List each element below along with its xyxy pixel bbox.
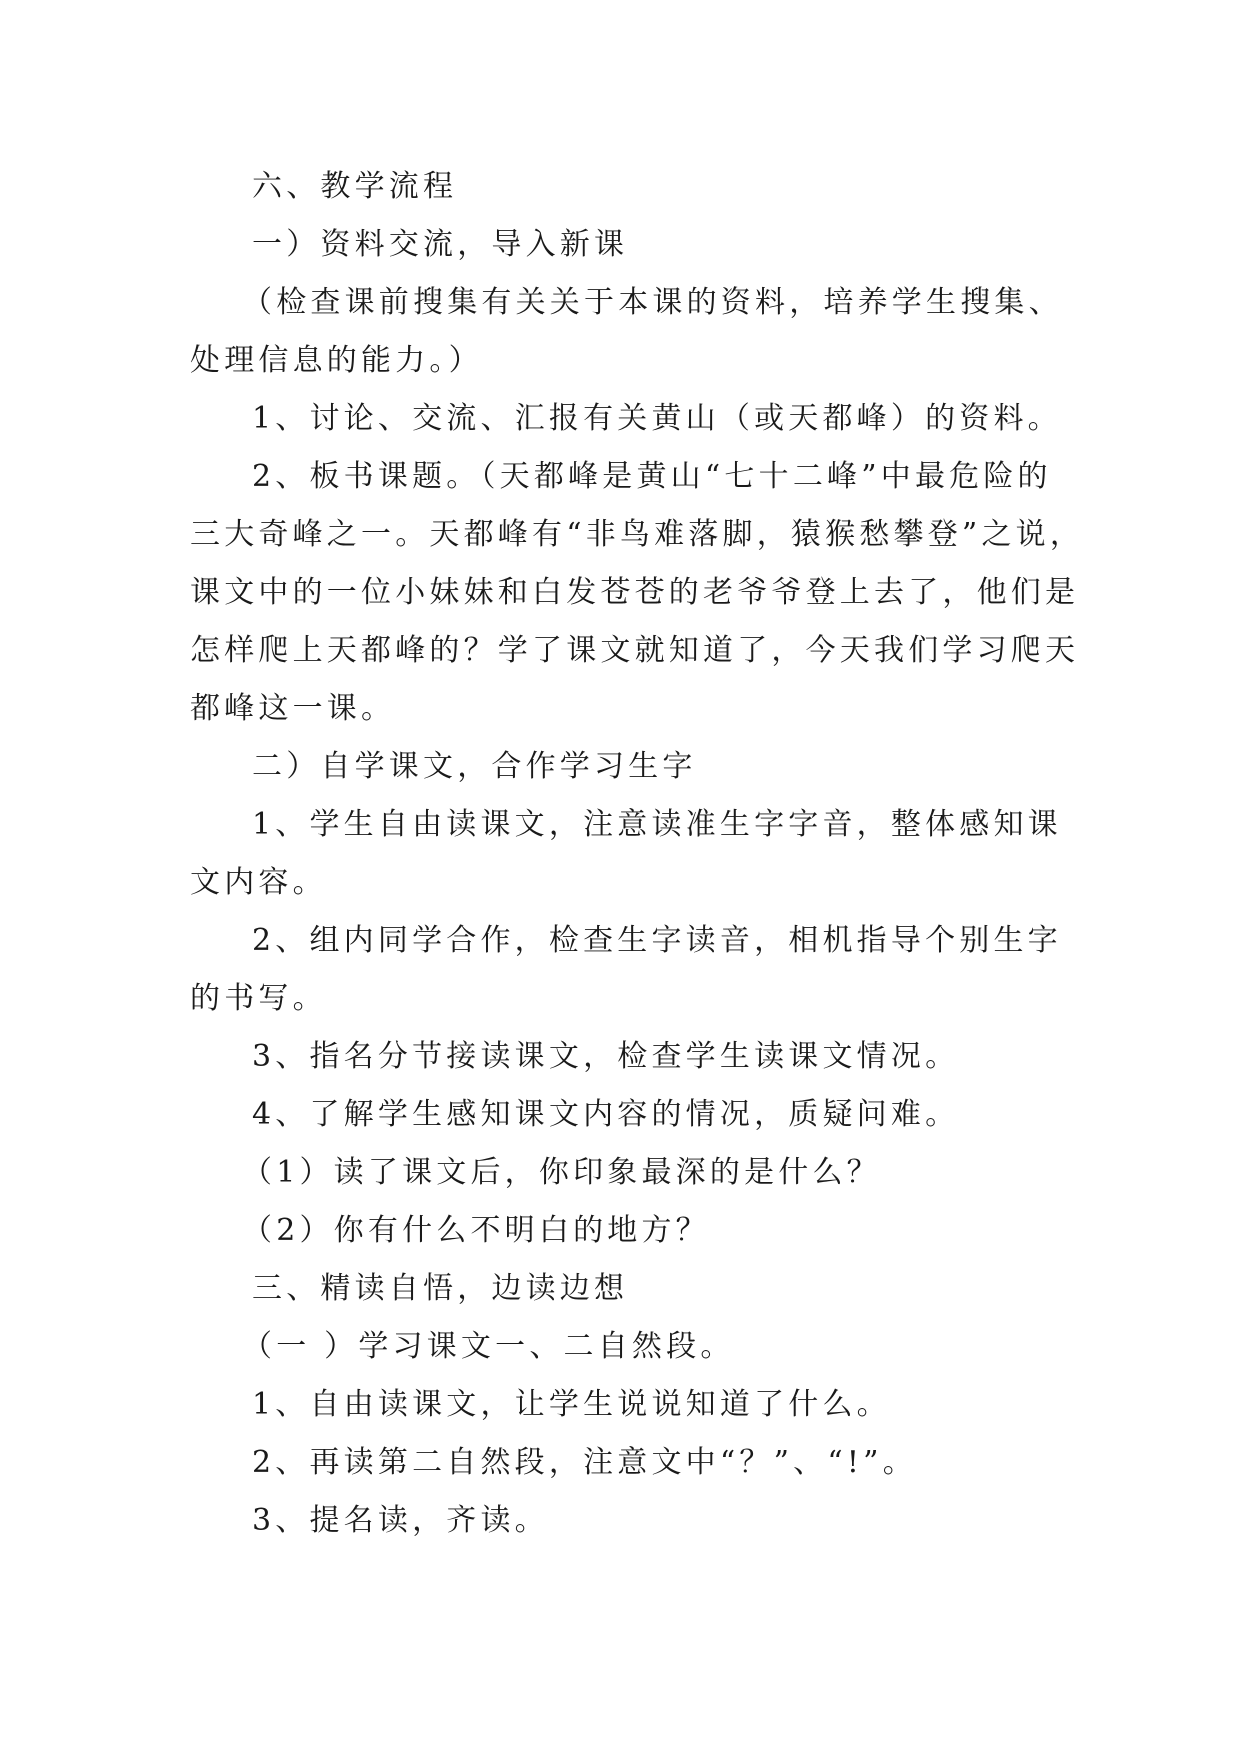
text-line: 4、了解学生感知课文内容的情况，质疑问难。 bbox=[252, 1097, 960, 1132]
document-body bbox=[190, 158, 1085, 1550]
paragraph bbox=[190, 1434, 1060, 1492]
text-line: 二）自学课文，合作学习生字 bbox=[252, 749, 697, 784]
text-line: 2、组内同学合作，检查生字读音，相机指导个别生字 bbox=[252, 923, 1062, 958]
text-line: （一 ）学习课文一、二自然段。 bbox=[242, 1329, 735, 1364]
paragraph bbox=[190, 1144, 1060, 1202]
paragraph bbox=[190, 274, 1063, 390]
paragraph bbox=[190, 912, 1060, 1028]
text-line: 三、精读自悟，边读边想 bbox=[252, 1271, 629, 1306]
text-line: （检查课前搜集有关关于本课的资料，培养学生搜集、 bbox=[242, 285, 1063, 320]
text-line: 怎样爬上天都峰的？学了课文就知道了，今天我们学习爬天 bbox=[190, 633, 1080, 668]
paragraph bbox=[190, 1492, 1060, 1550]
paragraph bbox=[190, 1086, 1060, 1144]
text-line: 1、自由读课文，让学生说说知道了什么。 bbox=[252, 1387, 891, 1422]
paragraph bbox=[190, 1318, 1060, 1376]
text-line: 一）资料交流，导入新课 bbox=[252, 227, 629, 262]
paragraph bbox=[190, 158, 1060, 216]
paragraph bbox=[190, 390, 1060, 448]
text-line: 都峰这一课。 bbox=[190, 691, 396, 726]
paragraph bbox=[190, 216, 1060, 274]
text-line: 1、学生自由读课文，注意读准生字字音，整体感知课 bbox=[252, 807, 1062, 842]
text-line: （1）读了课文后，你印象最深的是什么？ bbox=[242, 1155, 881, 1190]
text-line: 三大奇峰之一。天都峰有“非鸟难落脚，猿猴愁攀登”之说， bbox=[190, 517, 1085, 552]
paragraph bbox=[190, 1202, 1060, 1260]
text-line: 2、板书课题。（天都峰是黄山“七十二峰”中最危险的 bbox=[252, 459, 1052, 494]
text-line: 3、指名分节接读课文，检查学生读课文情况。 bbox=[252, 1039, 960, 1074]
paragraph bbox=[190, 1260, 1060, 1318]
paragraph bbox=[190, 1376, 1060, 1434]
text-line: 六、教学流程 bbox=[252, 169, 458, 204]
text-line: 2、再读第二自然段，注意文中“？”、“!”。 bbox=[252, 1445, 917, 1480]
text-line: 1、讨论、交流、汇报有关黄山（或天都峰）的资料。 bbox=[252, 401, 1062, 436]
text-line: 的书写。 bbox=[190, 981, 327, 1016]
paragraph bbox=[190, 448, 1085, 738]
paragraph bbox=[190, 796, 1060, 912]
text-line: 课文中的一位小妹妹和白发苍苍的老爷爷登上去了，他们是 bbox=[190, 575, 1080, 610]
text-line: 文内容。 bbox=[190, 865, 327, 900]
text-line: 处理信息的能力。） bbox=[190, 343, 483, 378]
text-line: 3、提名读，齐读。 bbox=[252, 1503, 549, 1538]
paragraph bbox=[190, 738, 1060, 796]
paragraph bbox=[190, 1028, 1060, 1086]
text-line: （2）你有什么不明白的地方？ bbox=[242, 1213, 710, 1248]
